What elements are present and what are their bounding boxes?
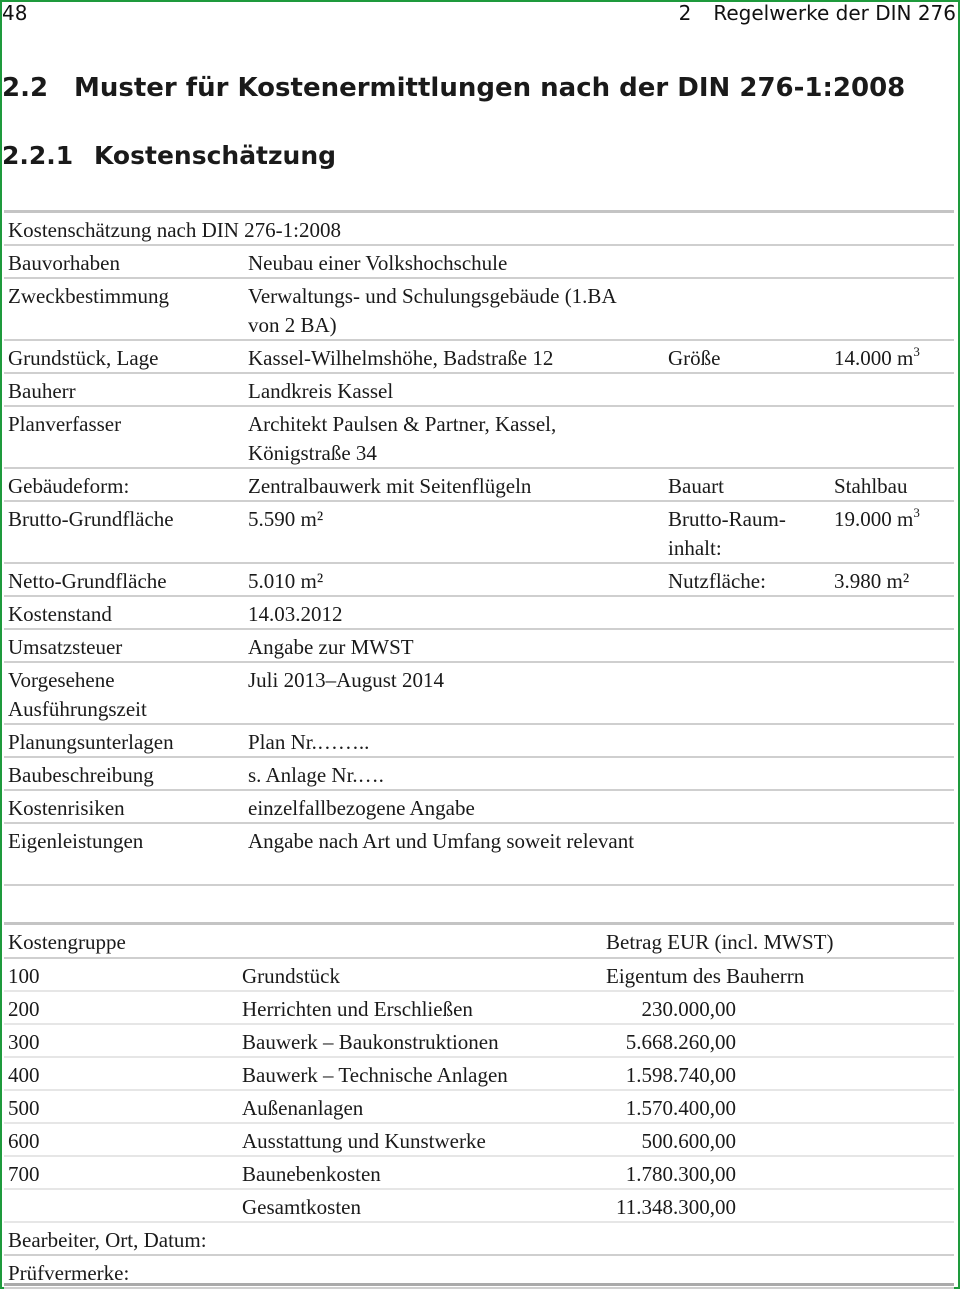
cost-code: 500 xyxy=(8,1096,40,1120)
row-label: Zweckbestimmung xyxy=(8,284,169,308)
chapter-title: Regelwerke der DIN 276 xyxy=(713,1,956,25)
row-value: 5.590 m² xyxy=(248,507,324,531)
row-label: Grundstück, Lage xyxy=(8,346,159,370)
subsection-number: 2.2.1 xyxy=(2,141,74,170)
row-label: Netto-Grundfläche xyxy=(8,569,167,593)
row-value: Architekt Paulsen & Partner, Kassel, Königstraße 34 xyxy=(248,412,557,465)
cost-amount: 1.570.400,00 xyxy=(625,1096,736,1120)
table-row xyxy=(4,502,954,564)
row-label: Bauherr xyxy=(8,379,76,403)
superscript: 3 xyxy=(913,344,920,359)
table-row xyxy=(4,791,954,824)
row-label: Planverfasser xyxy=(8,412,122,436)
cost-name: Gesamtkosten xyxy=(242,1195,361,1219)
row-value: Angabe nach Art und Umfang soweit relevant xyxy=(248,829,635,853)
row-extra-label: Nutzfläche: xyxy=(668,569,766,593)
table-row xyxy=(4,564,954,597)
table-row xyxy=(4,630,954,663)
row-label: Brutto-Grundfläche xyxy=(8,507,174,531)
row-value: Landkreis Kassel xyxy=(248,379,394,403)
footer-label: Bearbeiter, Ort, Datum: xyxy=(8,1228,207,1252)
table-row xyxy=(4,246,954,279)
row-label: Gebäudeform: xyxy=(8,474,130,498)
page-number: 48 xyxy=(2,1,28,25)
column-header-group: Kostengruppe xyxy=(8,930,126,954)
table-row xyxy=(4,1025,954,1058)
cost-name: Baunebenkosten xyxy=(242,1162,381,1186)
row-label: Kostenstand xyxy=(8,602,112,626)
cost-amount: 230.000,00 xyxy=(641,997,736,1021)
table-row xyxy=(4,1091,954,1124)
cost-name: Außenanlagen xyxy=(242,1096,364,1120)
subsection-title: Kostenschätzung xyxy=(94,141,337,170)
table-row xyxy=(4,1058,954,1091)
cost-name: Herrichten und Erschließen xyxy=(242,997,473,1021)
cost-code: 700 xyxy=(8,1162,40,1186)
table-row xyxy=(4,1157,954,1190)
cost-header-row xyxy=(4,925,954,959)
running-title xyxy=(679,0,956,26)
section-heading xyxy=(2,68,905,108)
row-extra-label: Bauart xyxy=(668,474,724,498)
running-header xyxy=(2,0,956,28)
footer-label: Prüfvermerke: xyxy=(8,1261,130,1285)
row-label: Bauvorhaben xyxy=(8,251,120,275)
footer-row xyxy=(4,1223,954,1256)
cost-code: 400 xyxy=(8,1063,40,1087)
row-value: Juli 2013–August 2014 xyxy=(248,668,445,692)
section-title: Muster für Kostenermittlungen nach der DIN 276-1:2008 xyxy=(74,73,906,103)
table-caption: Kostenschätzung nach DIN 276-1:2008 xyxy=(8,218,342,242)
cost-name: Bauwerk – Baukonstruktionen xyxy=(242,1030,499,1054)
row-value: Plan Nr.…….. xyxy=(248,730,370,754)
row-value: Neubau einer Volkshochschule xyxy=(248,251,508,275)
cost-amount: 5.668.260,00 xyxy=(625,1030,736,1054)
row-label: Umsatzsteuer xyxy=(8,635,123,659)
row-value: s. Anlage Nr.…. xyxy=(248,763,384,787)
table-row xyxy=(4,992,954,1025)
cost-name: Grundstück xyxy=(242,964,340,988)
cost-code: 100 xyxy=(8,964,40,988)
cost-amount: Eigentum des Bauherrn xyxy=(606,964,805,988)
row-label: Eigenleistungen xyxy=(8,829,144,853)
table-row xyxy=(4,469,954,502)
chapter-number: 2 xyxy=(678,1,692,25)
row-extra-value: 3.980 m² xyxy=(834,569,910,593)
section-number: 2.2 xyxy=(2,73,49,103)
table-row xyxy=(4,279,954,341)
table-row xyxy=(4,824,954,886)
row-extra-label: Größe xyxy=(668,346,721,370)
row-value: 5.010 m² xyxy=(248,569,324,593)
cost-amount: 1.598.740,00 xyxy=(625,1063,736,1087)
table-row xyxy=(4,374,954,407)
cost-code: 300 xyxy=(8,1030,40,1054)
row-value: Verwaltungs- und Schulungsgebäude (1.BA von 2 BA) xyxy=(248,284,616,337)
cost-code: 200 xyxy=(8,997,40,1021)
row-value: Angabe zur MWST xyxy=(248,635,414,659)
cost-name: Ausstattung und Kunstwerke xyxy=(242,1129,486,1153)
cost-amount: 1.780.300,00 xyxy=(625,1162,736,1186)
row-value: Zentralbauwerk mit Seitenflügeln xyxy=(248,474,532,498)
project-table xyxy=(4,210,954,886)
cost-name: Bauwerk – Technische Anlagen xyxy=(242,1063,508,1087)
table-row xyxy=(4,597,954,630)
row-label: Vorgesehene Ausführungszeit xyxy=(8,668,147,721)
row-extra-value: 14.000 $m^3$ xyxy=(834,344,920,370)
table-caption-row xyxy=(4,213,954,246)
row-extra-label: Brutto-Raum-inhalt: xyxy=(668,507,786,560)
cost-amount: 500.600,00 xyxy=(641,1129,736,1153)
table-row xyxy=(4,341,954,374)
row-label: Planungsunterlagen xyxy=(8,730,174,754)
cost-table xyxy=(4,922,954,1289)
cost-amount: 11.348.300,00 xyxy=(616,1195,736,1219)
table-row xyxy=(4,1190,954,1223)
row-value: Kassel-Wilhelmshöhe, Badstraße 12 xyxy=(248,346,554,370)
row-label: Baubeschreibung xyxy=(8,763,154,787)
column-header-amount: Betrag EUR (incl. MWST) xyxy=(606,930,834,954)
table-row xyxy=(4,758,954,791)
cost-code: 600 xyxy=(8,1129,40,1153)
table-row xyxy=(4,1124,954,1157)
superscript: 3 xyxy=(913,505,920,520)
row-value: 14.03.2012 xyxy=(248,602,343,626)
table-row xyxy=(4,959,954,992)
table-row xyxy=(4,663,954,725)
row-extra-value: 19.000 $m^3$ xyxy=(834,505,920,531)
row-value: einzelfallbezogene Angabe xyxy=(248,796,475,820)
bottom-rule xyxy=(4,1283,954,1286)
subsection-heading xyxy=(2,136,336,176)
row-label: Kostenrisiken xyxy=(8,796,125,820)
row-extra-value: Stahlbau xyxy=(834,474,908,498)
table-row xyxy=(4,725,954,758)
table-row xyxy=(4,407,954,469)
